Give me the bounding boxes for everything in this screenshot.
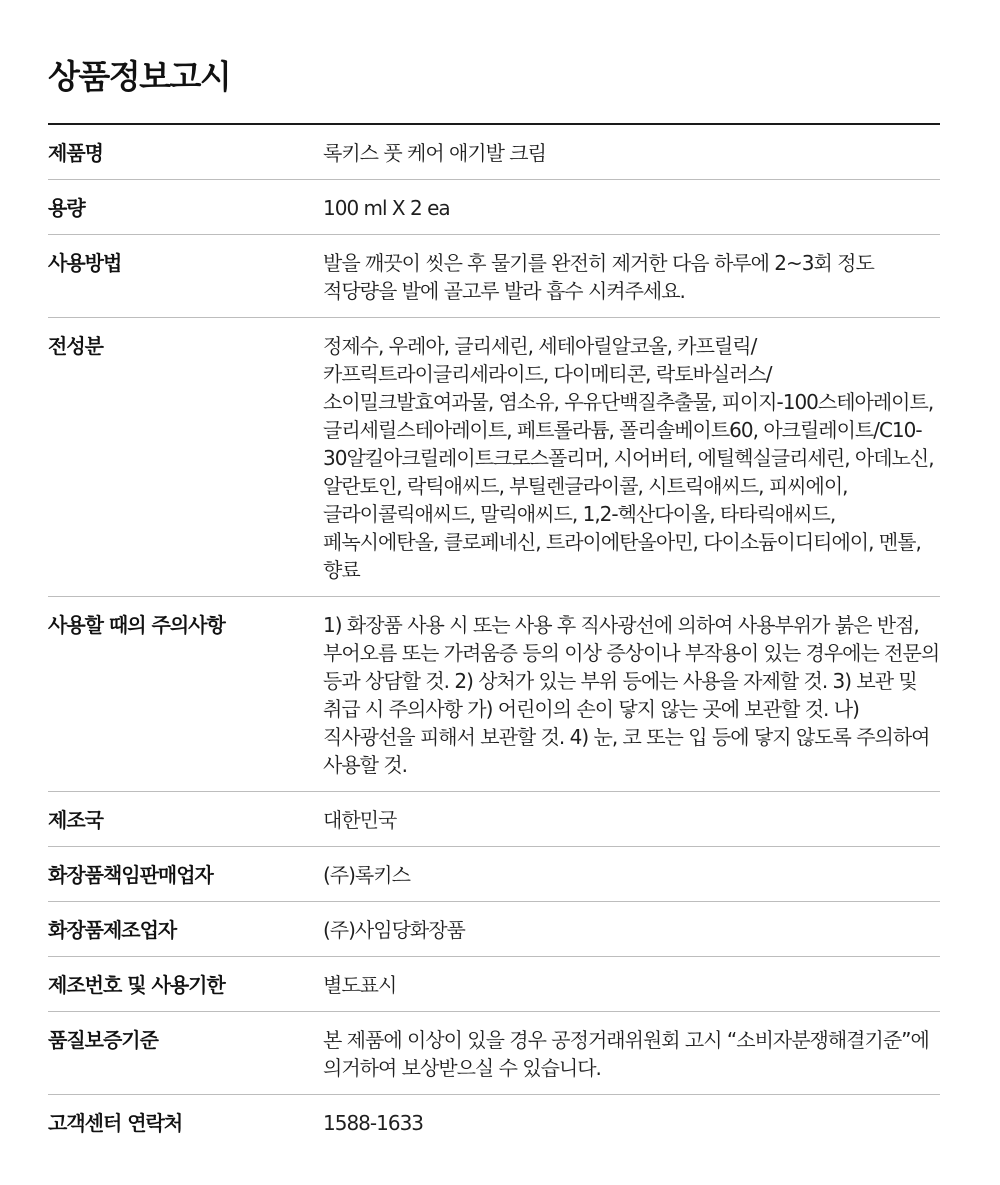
- table-row: [48, 792, 940, 847]
- row-label-lot-expiry: 제조번호 및 사용기한: [48, 973, 225, 997]
- row-value-manufacturer: (주)사임당화장품: [323, 918, 465, 942]
- row-value-capacity: 100 ml X 2 ea: [323, 196, 450, 220]
- row-label-product-name: 제품명: [48, 141, 103, 165]
- row-value-usage: 발을 깨끗이 씻은 후 물기를 완전히 제거한 다음 하루에 2~3회 정도 적당량을 발에 골고루 발라 흡수 시켜주세요.: [323, 251, 874, 303]
- row-value-ingredients: 정제수, 우레아, 글리세린, 세테아릴알코올, 카프릴릭/카프릭트라이글리세라이드, 다이메티콘, 락토바실러스/소이밀크발효여과물, 염소유, 우유단백질추출물, 피이지-100스테아레이트, 글리세릴스테아레이트, 페트롤라튬, 폴리솔베이트60, 아크릴레이트/C10-30알킬아크릴레이트크로스폴리머, 시어버터, 에틸헥실글리세린, 아데노신, 알란토인, 락틱애씨드, 부틸렌글라이콜, 시트릭애씨드, 피씨에이, 글라이콜릭애씨드, 말릭애씨드, 1,2-헥산다이올, 타타릭애씨드, 페녹시에탄올, 클로페네신, 트라이에탄올아민, 다이소듐이디티에이, 멘톨, 향료: [323, 334, 934, 582]
- row-label-country: 제조국: [48, 808, 103, 832]
- row-label-quality-guarantee: 품질보증기준: [48, 1028, 158, 1052]
- row-value-precautions: 1) 화장품 사용 시 또는 사용 후 직사광선에 의하여 사용부위가 붉은 반점, 부어오름 또는 가려움증 등의 이상 증상이나 부작용이 있는 경우에는 전문의 등과 상담할 것. 2) 상처가 있는 부위 등에는 사용을 자제할 것. 3) 보관 및 취급 시 주의사항 가) 어린이의 손이 닿지 않는 곳에 보관할 것. 나) 직사광선을 피해서 보관할 것. 4) 눈, 코 또는 입 등에 닿지 않도록 주의하여 사용할 것.: [323, 613, 940, 777]
- row-label-manufacturer: 화장품제조업자: [48, 918, 177, 942]
- row-label-ingredients: 전성분: [48, 334, 103, 358]
- table-row: [48, 318, 940, 597]
- row-label-usage: 사용방법: [48, 251, 122, 275]
- info-table: [48, 123, 940, 1149]
- row-value-customer-center: 1588-1633: [323, 1111, 424, 1135]
- table-row: [48, 125, 940, 180]
- row-label-precautions: 사용할 때의 주의사항: [48, 613, 225, 637]
- row-value-distributor: (주)록키스: [323, 863, 410, 887]
- page-title: 상품정보고시: [48, 57, 231, 96]
- row-label-distributor: 화장품책임판매업자: [48, 863, 213, 887]
- row-value-quality-guarantee: 본 제품에 이상이 있을 경우 공정거래위원회 고시 “소비자분쟁해결기준”에 의거하여 보상받으실 수 있습니다.: [323, 1028, 929, 1080]
- table-row: [48, 597, 940, 792]
- row-value-country: 대한민국: [323, 808, 397, 832]
- row-label-capacity: 용량: [48, 196, 85, 220]
- table-row: [48, 1012, 940, 1095]
- table-row: [48, 902, 940, 957]
- table-row: [48, 235, 940, 318]
- row-value-product-name: 록키스 풋 케어 애기발 크림: [323, 141, 546, 165]
- row-value-lot-expiry: 별도표시: [323, 973, 397, 997]
- row-label-customer-center: 고객센터 연락처: [48, 1111, 183, 1135]
- table-row: [48, 847, 940, 902]
- table-row: [48, 180, 940, 235]
- table-row: [48, 1095, 940, 1149]
- table-row: [48, 957, 940, 1012]
